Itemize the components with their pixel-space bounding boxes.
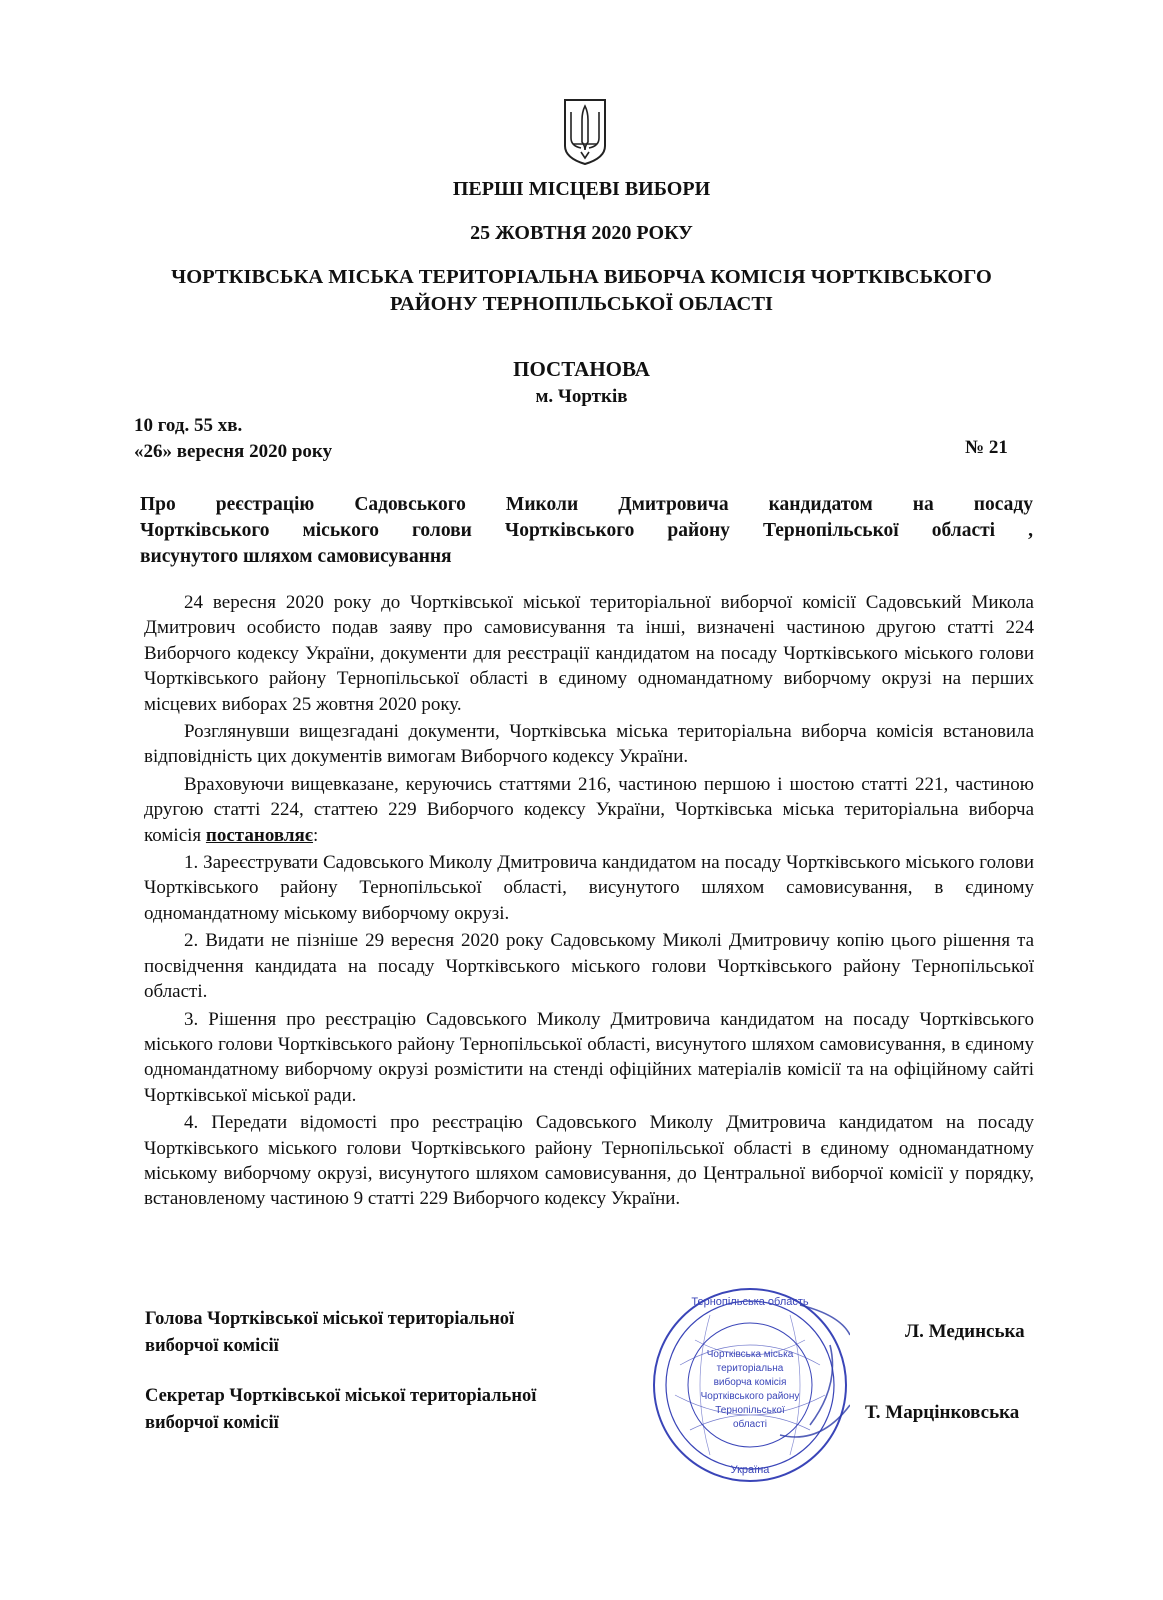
body-paragraph-1: 24 вересня 2020 року до Чортківської міської територіальної виборчої комісії Садовський Микола Дмитрович особисто подав заяву про самовисування та інші, визначені частиною другою статті 224 Виборчого кодексу України, документи для реєстрації кандидатом на посаду Чортківського міського голови Чортківського району Тернопільської області в єдиному одномандатному виборчому окрузі на перших місцевих виборах 25 жовтня 2020 року. — [144, 592, 1034, 715]
decision-item-1: 1. Зареєструвати Садовського Миколу Дмитровича кандидатом на посаду Чортківського міського голови Чортківського району Тернопільської області, висунутого шляхом самовисування, в єдиному одномандатному міському виборчому окрузі. — [144, 852, 1034, 924]
decision-item-2: 2. Видати не пізніше 29 вересня 2020 року Садовському Миколі Дмитровичу копію цього рішення та посвідчення кандидата на посаду Чортківського міського голови Чортківського району Тернопільської області. — [144, 930, 1034, 1003]
document-subject — [140, 492, 1033, 570]
subject-line1: Про реєстрацію Садовського Миколи Дмитровича кандидатом на посаду — [140, 494, 1033, 515]
trident-icon — [561, 96, 609, 166]
svg-text:Чортківська міська: Чортківська міська — [706, 1349, 794, 1360]
chair-title-line1: Голова Чортківської міської територіальної — [145, 1309, 515, 1329]
svg-text:Тернопільська область: Тернопільська область — [691, 1296, 809, 1308]
election-date: 25 ЖОВТНЯ 2020 РОКУ — [470, 222, 693, 244]
svg-text:Чортківського району: Чортківського району — [700, 1391, 800, 1402]
p3-colon: : — [313, 824, 319, 846]
body-paragraph-2: Розглянувши вищезгадані документи, Чортківська міська територіальна виборча комісія встановила відповідність цих документів вимогам Виборчого кодексу України. — [144, 721, 1034, 768]
p3-text: Враховуючи вищевказане, керуючись статтями 216, частиною першою і шостою статті 221, частиною другою статті 224, статтею 229 Виборчого кодексу України, Чортківська міська територіальна виборча комісія — [144, 773, 1034, 846]
chair-name: Л. Мединська — [905, 1321, 1025, 1342]
document-date: «26» вересня 2020 року — [134, 441, 333, 462]
document-body — [144, 590, 1034, 1212]
svg-text:територіальна: територіальна — [716, 1363, 784, 1374]
decision-item-3: 3. Рішення про реєстрацію Садовського Миколу Дмитровича кандидатом на посаду Чортківського міського голови Чортківського району Тернопільської області, висунутого шляхом самовисування, в єдиному одномандатному виборчому окрузі розмістити на стенді офіційних матеріалів комісії та на офіційному сайті Чортківської міської ради. — [144, 1008, 1034, 1106]
secretary-title-line1: Секретар Чортківської міської територіальної — [145, 1386, 537, 1406]
svg-text:Тернопільської: Тернопільської — [715, 1405, 785, 1416]
svg-text:виборча комісія: виборча комісія — [713, 1377, 787, 1388]
svg-text:області: області — [732, 1419, 768, 1430]
secretary-title-line2: виборчої комісії — [145, 1413, 279, 1433]
subject-line2: Чортківського міського голови Чортківського району Тернопільської області , — [140, 520, 1033, 541]
document-title: ПОСТАНОВА — [513, 357, 650, 381]
chair-title — [145, 1306, 514, 1360]
secretary-name: Т. Марцінковська — [865, 1402, 1020, 1423]
subject-line3: висунутого шляхом самовисування — [140, 546, 452, 567]
commission-name-line1: ЧОРТКІВСЬКА МІСЬКА ТЕРИТОРІАЛЬНА ВИБОРЧА КОМІСІЯ ЧОРТКІВСЬКОГО — [171, 266, 992, 288]
document-city: м. Чортків — [535, 386, 628, 407]
election-title: ПЕРШІ МІСЦЕВІ ВИБОРИ — [452, 178, 711, 200]
chair-title-line2: виборчої комісії — [145, 1336, 279, 1356]
document-number: № 21 — [965, 437, 1008, 458]
commission-name — [0, 264, 1163, 318]
secretary-title — [145, 1383, 536, 1437]
body-paragraph-3 — [144, 772, 1034, 848]
stamp-seal-icon — [650, 1285, 850, 1485]
decision-word: постановляє — [205, 824, 314, 846]
svg-text:Україна: Україна — [730, 1464, 770, 1476]
decision-item-4: 4. Передати відомості про реєстрацію Садовського Миколу Дмитровича кандидатом на посаду Чортківського міського голови Чортківського району Тернопільської області в єдиному одномандатному міському виборчому окрузі, висунутого шляхом самовисування, до Центральної виборчої комісії у порядку, встановленому частиною 9 статті 229 Виборчого кодексу України. — [144, 1112, 1034, 1210]
commission-name-line2: РАЙОНУ ТЕРНОПІЛЬСЬКОЇ ОБЛАСТІ — [390, 293, 773, 315]
document-time: 10 год. 55 хв. — [134, 415, 243, 436]
